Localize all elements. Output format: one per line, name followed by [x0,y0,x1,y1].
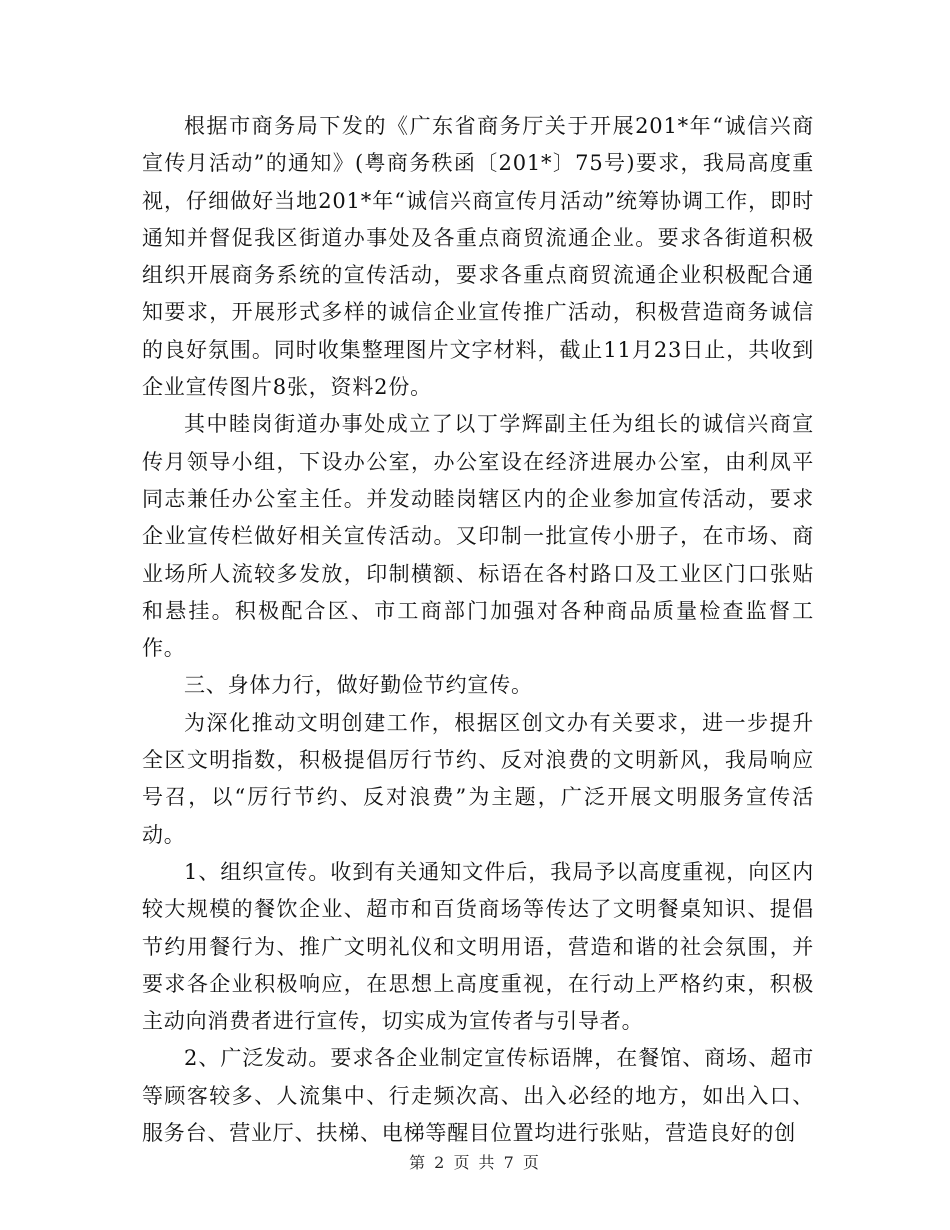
document-body [142,108,814,1152]
page-number-footer: 第 2 页 共 7 页 [409,1153,541,1172]
paragraph-5: 2、广泛发动。要求各企业制定宣传标语牌，在餐馆、商场、超市等顾客较多、人流集中、行走频次高、出入必经的地方，如出入口、服务台、营业厅、扶梯、电梯等醒目位置均进行张贴，营造良好的创 [142,1046,814,1146]
paragraph-4: 1、组织宣传。收到有关通知文件后，我局予以高度重视，向区内较大规模的餐饮企业、超市和百货商场等传达了文明餐桌知识、提倡节约用餐行为、推广文明礼仪和文明用语，营造和谐的社会氛围，并要求各企业积极响应，在思想上高度重视，在行动上严格约束，积极主动向消费者进行宣传，切实成为宣传者与引导者。 [142,859,814,1034]
paragraph-3: 为深化推动文明创建工作，根据区创文办有关要求，进一步提升全区文明指数，积极提倡厉行节约、反对浪费的文明新风，我局响应号召，以“厉行节约、反对浪费”为主题，广泛开展文明服务宣传活动。 [142,710,814,847]
paragraph-1: 根据市商务局下发的《广东省商务厅关于开展201*年“诚信兴商宣传月活动”的通知》(粤商务秩函〔201*〕75号)要求，我局高度重视，仔细做好当地201*年“诚信兴商宣传月活动”统筹协调工作，即时通知并督促我区街道办事处及各重点商贸流通企业。要求各街道积极组织开展商务系统的宣传活动，要求各重点商贸流通企业积极配合通知要求，开展形式多样的诚信企业宣传推广活动，积极营造商务诚信的良好氛围。同时收集整理图片文字材料，截止11月23日止，共收到企业宣传图片8张，资料2份。 [142,114,814,400]
section-heading: 三、身体力行，做好勤俭节约宣传。 [184,673,533,698]
paragraph-2: 其中睦岗街道办事处成立了以丁学辉副主任为组长的诚信兴商宣传月领导小组，下设办公室，办公室设在经济进展办公室，由利凤平同志兼任办公室主任。并发动睦岗辖区内的企业参加宣传活动，要求企业宣传栏做好相关宣传活动。又印制一批宣传小册子，在市场、商业场所人流较多发放，印制横额、标语在各村路口及工业区门口张贴和悬挂。积极配合区、市工商部门加强对各种商品质量检查监督工作。 [142,412,814,661]
